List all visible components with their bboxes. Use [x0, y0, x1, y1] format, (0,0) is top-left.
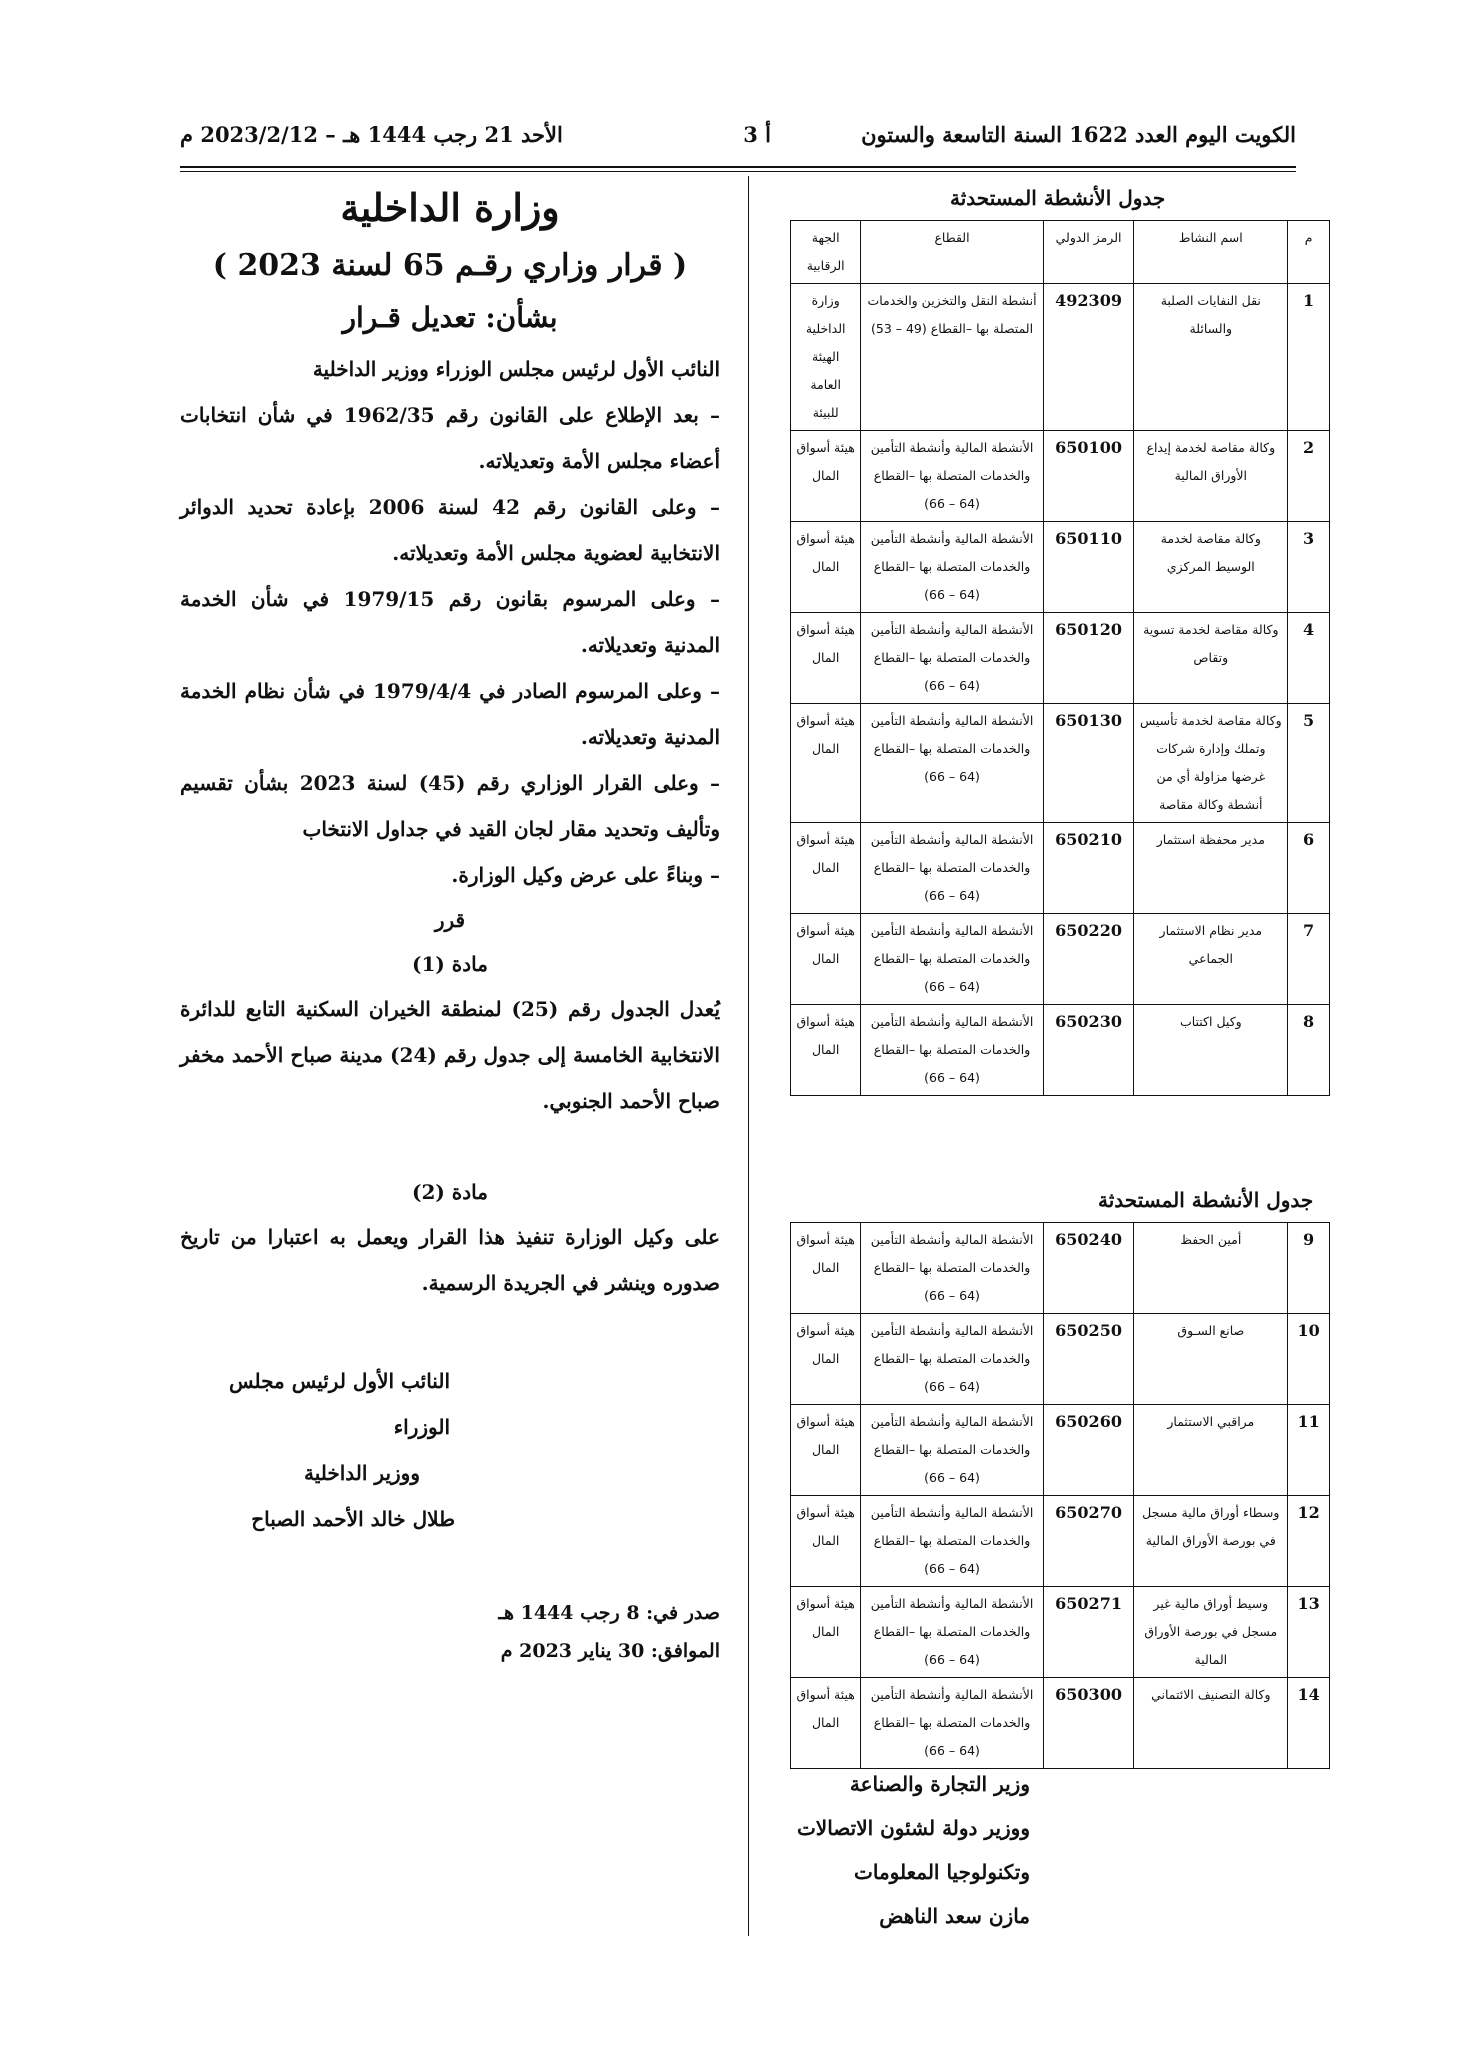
table-row: [791, 1005, 1330, 1096]
sector-cell: الأنشطة المالية وأنشطة التأمين والخدمات المتصلة بها –القطاع (64 – 66): [861, 914, 1043, 1005]
activity-name-cell: مدير محفظة استثمار: [1134, 823, 1288, 914]
activity-name-cell: وكالة مقاصة لخدمة تأسيس وتملك وإدارة شركات غرضها مزاولة أي من أنشطة وكالة مقاصة: [1134, 704, 1288, 823]
intl-code-cell: 650210: [1043, 823, 1134, 914]
sector-cell: الأنشطة المالية وأنشطة التأمين والخدمات المتصلة بها –القطاع (64 – 66): [861, 1314, 1043, 1405]
activity-name-cell: مدير نظام الاستثمار الجماعي: [1134, 914, 1288, 1005]
header-issue: الكويت اليوم العدد 1622 السنة التاسعة والستون: [861, 122, 1296, 147]
minister-name: مازن سعد الناهض: [879, 1904, 1030, 1928]
minister-signature: [770, 1762, 1030, 1938]
decision-issuer: النائب الأول لرئيس مجلس الوزراء ووزير الداخلية: [312, 357, 720, 381]
intl-code-cell: 650270: [1043, 1496, 1134, 1587]
table-row: [791, 1223, 1330, 1314]
preamble-item: – وعلى القانون رقم 42 لسنة 2006 بإعادة تحديد الدوائر الانتخابية لعضوية مجلس الأمة وتعديلاته.: [180, 495, 721, 565]
sector-cell: الأنشطة المالية وأنشطة التأمين والخدمات المتصلة بها –القطاع (64 – 66): [861, 1405, 1043, 1496]
table-row: [791, 284, 1330, 431]
sector-cell: أنشطة النقل والتخزين والخدمات المتصلة بها –القطاع (49 – 53): [861, 284, 1043, 431]
activity-name-cell: وكالة مقاصة لخدمة تسوية وتقاص: [1134, 613, 1288, 704]
row-number-cell: 2: [1288, 431, 1330, 522]
header-activity-name: اسم النشاط: [1134, 221, 1288, 284]
intl-code-cell: 650230: [1043, 1005, 1134, 1096]
table-row: [791, 1405, 1330, 1496]
row-number-cell: 9: [1288, 1223, 1330, 1314]
activity-name-cell: وكالة مقاصة لخدمة إيداع الأوراق المالية: [1134, 431, 1288, 522]
row-number-cell: 7: [1288, 914, 1330, 1005]
sector-cell: الأنشطة المالية وأنشطة التأمين والخدمات المتصلة بها –القطاع (64 – 66): [861, 613, 1043, 704]
header-rule-thin: [180, 171, 1296, 172]
intl-code-cell: 650110: [1043, 522, 1134, 613]
authority-cell: هيئة أسواق المال: [791, 1405, 861, 1496]
table-caption-2: جدول الأنشطة المستحدثة: [1098, 1188, 1314, 1212]
activity-name-cell: وسيط أوراق مالية غير مسجل في بورصة الأوراق المالية: [1134, 1587, 1288, 1678]
table-row: [791, 1496, 1330, 1587]
row-number-cell: 12: [1288, 1496, 1330, 1587]
intl-code-cell: 650250: [1043, 1314, 1134, 1405]
column-divider: [748, 176, 749, 1936]
minister-title: وزير التجارة والصناعة: [849, 1772, 1030, 1796]
authority-cell: هيئة أسواق المال: [791, 522, 861, 613]
preamble-item: – وعلى القرار الوزاري رقم (45) لسنة 2023 بشأن تقسيم وتأليف وتحديد مقار لجان القيد في جداول الانتخاب: [180, 771, 720, 841]
article-2-text: على وكيل الوزارة تنفيذ هذا القرار ويعمل به اعتبارا من تاريخ صدوره وينشر في الجريدة الرسمية.: [180, 1225, 720, 1295]
activity-name-cell: مراقبي الاستثمار: [1134, 1405, 1288, 1496]
intl-code-cell: 650120: [1043, 613, 1134, 704]
table-row: [791, 431, 1330, 522]
activities-table-2: [790, 1222, 1330, 1769]
row-number-cell: 3: [1288, 522, 1330, 613]
row-number-cell: 8: [1288, 1005, 1330, 1096]
article-1-title: مادة (1): [411, 952, 488, 976]
intl-code-cell: 650300: [1043, 1678, 1134, 1769]
authority-cell: هيئة أسواق المال: [791, 823, 861, 914]
table-header-row: [791, 221, 1330, 284]
table-row: [791, 613, 1330, 704]
header-sector: القطاع: [861, 221, 1043, 284]
sector-cell: الأنشطة المالية وأنشطة التأمين والخدمات المتصلة بها –القطاع (64 – 66): [861, 823, 1043, 914]
sector-cell: الأنشطة المالية وأنشطة التأمين والخدمات المتصلة بها –القطاع (64 – 66): [861, 1005, 1043, 1096]
activity-name-cell: صانع السـوق: [1134, 1314, 1288, 1405]
preamble-item: – وعلى المرسوم بقانون رقم 1979/15 في شأن الخدمة المدنية وتعديلاته.: [180, 587, 720, 657]
intl-code-cell: 650240: [1043, 1223, 1134, 1314]
signature-name: طلال خالد الأحمد الصباح: [251, 1507, 455, 1531]
authority-cell: هيئة أسواق المال: [791, 613, 861, 704]
preamble-item: – بعد الإطلاع على القانون رقم 1962/35 في شأن انتخابات أعضاء مجلس الأمة وتعديلاته.: [180, 403, 720, 473]
intl-code-cell: 650271: [1043, 1587, 1134, 1678]
preamble-item: – وعلى المرسوم الصادر في 1979/4/4 في شأن نظام الخدمة المدنية وتعديلاته.: [180, 679, 720, 749]
row-number-cell: 10: [1288, 1314, 1330, 1405]
row-number-cell: 13: [1288, 1587, 1330, 1678]
issued-date-gregorian: الموافق: 30 يناير 2023 م: [500, 1640, 720, 1662]
authority-cell: هيئة أسواق المال: [791, 1005, 861, 1096]
sector-cell: الأنشطة المالية وأنشطة التأمين والخدمات المتصلة بها –القطاع (64 – 66): [861, 431, 1043, 522]
sector-cell: الأنشطة المالية وأنشطة التأمين والخدمات المتصلة بها –القطاع (64 – 66): [861, 704, 1043, 823]
intl-code-cell: 650260: [1043, 1405, 1134, 1496]
authority-cell: هيئة أسواق المال: [791, 431, 861, 522]
sector-cell: الأنشطة المالية وأنشطة التأمين والخدمات المتصلة بها –القطاع (64 – 66): [861, 522, 1043, 613]
authority-cell: هيئة أسواق المال: [791, 1587, 861, 1678]
intl-code-cell: 492309: [1043, 284, 1134, 431]
activity-name-cell: وكالة مقاصة لخدمة الوسيط المركزي: [1134, 522, 1288, 613]
page-header: [180, 122, 1296, 162]
minister-title: وتكنولوجيا المعلومات: [854, 1860, 1030, 1884]
header-authority: الجهة الرقابية: [791, 221, 861, 284]
authority-cell: هيئة أسواق المال: [791, 914, 861, 1005]
authority-cell: هيئة أسواق المال: [791, 1678, 861, 1769]
ministry-title: وزارة الداخلية: [340, 185, 560, 230]
row-number-cell: 11: [1288, 1405, 1330, 1496]
intl-code-cell: 650130: [1043, 704, 1134, 823]
authority-cell: وزارة الداخلية الهيئة العامة للبيئة: [791, 284, 861, 431]
intl-code-cell: 650220: [1043, 914, 1134, 1005]
header-intl-code: الرمز الدولي: [1043, 221, 1134, 284]
header-date: الأحد 21 رجب 1444 هـ – 2023/2/12 م: [180, 122, 563, 147]
decision-subject: بشأن: تعديل قـرار: [342, 301, 558, 334]
activities-table-1: [790, 220, 1330, 1096]
table-row: [791, 914, 1330, 1005]
activity-name-cell: نقل النفايات الصلبة والسائلة: [1134, 284, 1288, 431]
intl-code-cell: 650100: [1043, 431, 1134, 522]
row-number-cell: 6: [1288, 823, 1330, 914]
sector-cell: الأنشطة المالية وأنشطة التأمين والخدمات المتصلة بها –القطاع (64 – 66): [861, 1496, 1043, 1587]
signature-line: النائب الأول لرئيس مجلس الوزراء: [229, 1369, 450, 1439]
sector-cell: الأنشطة المالية وأنشطة التأمين والخدمات المتصلة بها –القطاع (64 – 66): [861, 1678, 1043, 1769]
table-row: [791, 1678, 1330, 1769]
table-row: [791, 1314, 1330, 1405]
activity-name-cell: وسطاء أوراق مالية مسجل في بورصة الأوراق المالية: [1134, 1496, 1288, 1587]
table-row: [791, 704, 1330, 823]
article-2-title: مادة (2): [411, 1180, 488, 1204]
authority-cell: هيئة أسواق المال: [791, 1223, 861, 1314]
authority-cell: هيئة أسواق المال: [791, 1314, 861, 1405]
table-row: [791, 522, 1330, 613]
row-number-cell: 1: [1288, 284, 1330, 431]
authority-cell: هيئة أسواق المال: [791, 704, 861, 823]
activity-name-cell: وكالة التصنيف الائتماني: [1134, 1678, 1288, 1769]
decision-title: ( قرار وزاري رقـم 65 لسنة 2023 ): [212, 248, 688, 283]
header-rule: [180, 166, 1296, 168]
row-number-cell: 5: [1288, 704, 1330, 823]
row-number-cell: 4: [1288, 613, 1330, 704]
row-number-cell: 14: [1288, 1678, 1330, 1769]
issued-date-hijri: صدر في: 8 رجب 1444 هـ: [498, 1602, 720, 1624]
header-no: م: [1288, 221, 1330, 284]
table-caption: جدول الأنشطة المستحدثة: [950, 186, 1166, 210]
decision-column: [180, 185, 720, 1670]
table-row: [791, 1587, 1330, 1678]
article-1-text: يُعدل الجدول رقم (25) لمنطقة الخيران السكنية التابع للدائرة الانتخابية الخامسة إلى جدول رقم (24) مدينة صباح الأحمد مخفر صباح الأحمد الجنوبي.: [180, 997, 721, 1113]
signature-line: ووزير الداخلية: [304, 1461, 420, 1485]
authority-cell: هيئة أسواق المال: [791, 1496, 861, 1587]
table-row: [791, 823, 1330, 914]
preamble-item: – وبناءً على عرض وكيل الوزارة.: [451, 863, 720, 887]
activity-name-cell: أمين الحفظ: [1134, 1223, 1288, 1314]
decided-heading: قرر: [434, 908, 466, 932]
sector-cell: الأنشطة المالية وأنشطة التأمين والخدمات المتصلة بها –القطاع (64 – 66): [861, 1223, 1043, 1314]
minister-title: ووزير دولة لشئون الاتصالات: [796, 1816, 1030, 1840]
header-page-number: أ 3: [743, 122, 771, 147]
sector-cell: الأنشطة المالية وأنشطة التأمين والخدمات المتصلة بها –القطاع (64 – 66): [861, 1587, 1043, 1678]
activity-name-cell: وكيل اكتتاب: [1134, 1005, 1288, 1096]
